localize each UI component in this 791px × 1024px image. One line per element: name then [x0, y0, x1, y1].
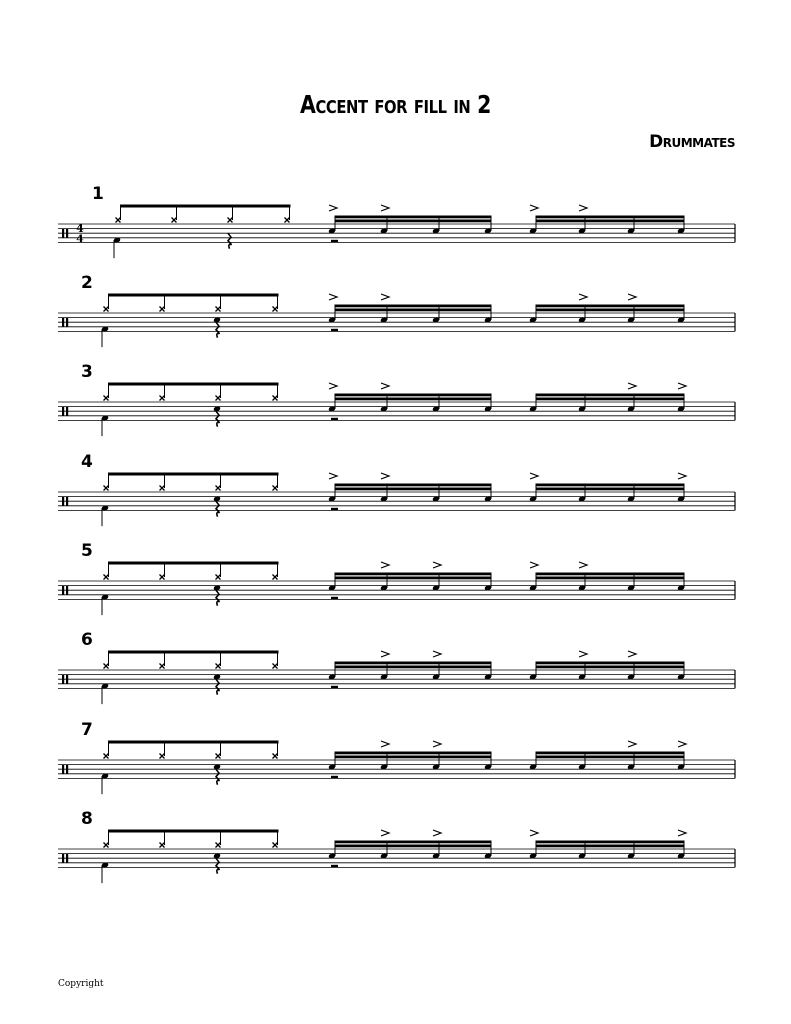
staff-system	[58, 273, 735, 347]
eighth-beam	[108, 651, 279, 654]
staff-system	[58, 720, 735, 794]
accent-mark	[433, 741, 441, 747]
staff-system	[58, 452, 735, 526]
percussion-clef	[66, 854, 68, 863]
sixteenth-beam	[335, 752, 492, 755]
accent-mark	[678, 830, 686, 836]
eighth-beam	[108, 294, 279, 297]
hihat-note	[285, 218, 290, 223]
sixteenth-beam	[335, 573, 492, 576]
sixteenth-beam	[536, 309, 685, 312]
hihat-note	[104, 486, 109, 491]
accent-mark	[381, 562, 389, 568]
sixteenth-beam	[335, 756, 492, 759]
hihat-note	[216, 307, 221, 312]
sixteenth-beam	[536, 666, 685, 669]
hihat-note	[273, 754, 278, 759]
hihat-note	[104, 843, 109, 848]
accent-mark	[579, 651, 587, 657]
sixteenth-beam	[335, 845, 492, 848]
half-rest	[331, 329, 338, 331]
percussion-clef	[62, 497, 64, 506]
hihat-note	[160, 307, 165, 312]
hihat-note	[104, 307, 109, 312]
sixteenth-beam	[536, 398, 685, 401]
accent-mark	[381, 294, 389, 300]
hihat-note	[273, 575, 278, 580]
time-signature-numerator: 4	[76, 222, 84, 236]
sixteenth-beam	[335, 309, 492, 312]
half-rest	[331, 776, 338, 778]
percussion-clef	[62, 318, 64, 327]
page-title: Accent for fill in 2	[300, 90, 491, 119]
accent-mark	[433, 830, 441, 836]
half-rest	[331, 240, 338, 242]
accent-mark	[329, 473, 337, 479]
staff-system	[58, 184, 735, 258]
accent-mark	[381, 473, 389, 479]
system-number: 6	[81, 630, 93, 650]
accent-mark	[628, 294, 636, 300]
hihat-note	[116, 218, 121, 223]
hihat-note	[104, 396, 109, 401]
eighth-beam	[108, 562, 279, 565]
hihat-note	[216, 575, 221, 580]
quarter-rest	[216, 590, 220, 606]
accent-mark	[381, 383, 389, 389]
hihat-note	[216, 754, 221, 759]
accent-mark	[329, 205, 337, 211]
quarter-rest	[216, 411, 220, 427]
accent-mark	[381, 651, 389, 657]
sixteenth-beam	[335, 220, 492, 223]
percussion-clef	[62, 229, 64, 238]
hihat-note	[273, 486, 278, 491]
hihat-note	[160, 754, 165, 759]
accent-mark	[329, 383, 337, 389]
percussion-clef	[66, 318, 68, 327]
quarter-rest	[216, 501, 220, 517]
sixteenth-beam	[536, 305, 685, 308]
sixteenth-beam	[335, 488, 492, 491]
accent-mark	[579, 294, 587, 300]
staff-system	[58, 362, 735, 436]
hihat-note	[273, 843, 278, 848]
hihat-note	[273, 664, 278, 669]
eighth-beam	[108, 383, 279, 386]
sixteenth-beam	[536, 216, 685, 219]
time-signature-denominator: 4	[76, 232, 84, 246]
quarter-rest	[228, 233, 232, 249]
sixteenth-beam	[536, 488, 685, 491]
quarter-rest	[216, 858, 220, 874]
sixteenth-beam	[335, 394, 492, 397]
percussion-clef	[66, 765, 68, 774]
system-number: 4	[81, 452, 93, 472]
accent-mark	[678, 741, 686, 747]
half-rest	[331, 508, 338, 510]
percussion-clef	[62, 586, 64, 595]
sixteenth-beam	[335, 305, 492, 308]
accent-mark	[381, 830, 389, 836]
percussion-clef	[62, 675, 64, 684]
percussion-clef	[66, 675, 68, 684]
accent-mark	[628, 651, 636, 657]
accent-mark	[579, 205, 587, 211]
sixteenth-beam	[335, 216, 492, 219]
percussion-clef	[66, 407, 68, 416]
accent-mark	[579, 562, 587, 568]
hihat-note	[160, 396, 165, 401]
sixteenth-beam	[536, 841, 685, 844]
sixteenth-beam	[536, 662, 685, 665]
accent-mark	[530, 473, 538, 479]
sixteenth-beam	[335, 666, 492, 669]
system-number: 2	[81, 273, 93, 293]
accent-mark	[530, 830, 538, 836]
staff-system	[58, 809, 735, 883]
eighth-beam	[108, 830, 279, 833]
percussion-clef	[62, 854, 64, 863]
hihat-note	[160, 486, 165, 491]
sixteenth-beam	[335, 841, 492, 844]
sixteenth-beam	[536, 484, 685, 487]
accent-mark	[329, 294, 337, 300]
accent-mark	[530, 205, 538, 211]
half-rest	[331, 597, 338, 599]
sixteenth-beam	[536, 577, 685, 580]
hihat-note	[216, 843, 221, 848]
sixteenth-beam	[536, 573, 685, 576]
sixteenth-beam	[536, 394, 685, 397]
accent-mark	[530, 562, 538, 568]
eighth-beam	[108, 741, 279, 744]
half-rest	[331, 686, 338, 688]
accent-mark	[433, 651, 441, 657]
percussion-clef	[66, 229, 68, 238]
accent-mark	[628, 383, 636, 389]
sixteenth-beam	[335, 398, 492, 401]
system-number: 5	[81, 541, 93, 561]
percussion-clef	[62, 765, 64, 774]
sixteenth-beam	[536, 756, 685, 759]
system-number: 7	[81, 720, 93, 740]
copyright-notice: Copyright	[58, 979, 104, 989]
composer-name: Drummates	[649, 132, 735, 152]
accent-mark	[433, 562, 441, 568]
hihat-note	[104, 664, 109, 669]
hihat-note	[216, 396, 221, 401]
hihat-note	[160, 843, 165, 848]
hihat-note	[104, 754, 109, 759]
accent-mark	[678, 473, 686, 479]
sixteenth-beam	[335, 577, 492, 580]
hihat-note	[172, 218, 177, 223]
hihat-note	[216, 664, 221, 669]
hihat-note	[273, 396, 278, 401]
hihat-note	[273, 307, 278, 312]
percussion-clef	[66, 497, 68, 506]
hihat-note	[104, 575, 109, 580]
staff-system	[58, 630, 735, 704]
hihat-note	[228, 218, 233, 223]
sixteenth-beam	[536, 220, 685, 223]
eighth-beam	[108, 473, 279, 476]
hihat-note	[160, 664, 165, 669]
accent-mark	[381, 205, 389, 211]
percussion-clef	[62, 407, 64, 416]
system-number: 3	[81, 362, 93, 382]
quarter-rest	[216, 769, 220, 785]
hihat-note	[160, 575, 165, 580]
percussion-clef	[66, 586, 68, 595]
quarter-rest	[216, 322, 220, 338]
accent-mark	[628, 741, 636, 747]
hihat-note	[216, 486, 221, 491]
half-rest	[331, 865, 338, 867]
accent-mark	[678, 383, 686, 389]
eighth-beam	[120, 205, 291, 208]
half-rest	[331, 418, 338, 420]
sixteenth-beam	[335, 484, 492, 487]
system-number: 1	[92, 184, 104, 204]
quarter-rest	[216, 679, 220, 695]
staff-system	[58, 541, 735, 615]
sixteenth-beam	[335, 662, 492, 665]
sixteenth-beam	[536, 845, 685, 848]
accent-mark	[381, 741, 389, 747]
system-number: 8	[81, 809, 93, 829]
sixteenth-beam	[536, 752, 685, 755]
